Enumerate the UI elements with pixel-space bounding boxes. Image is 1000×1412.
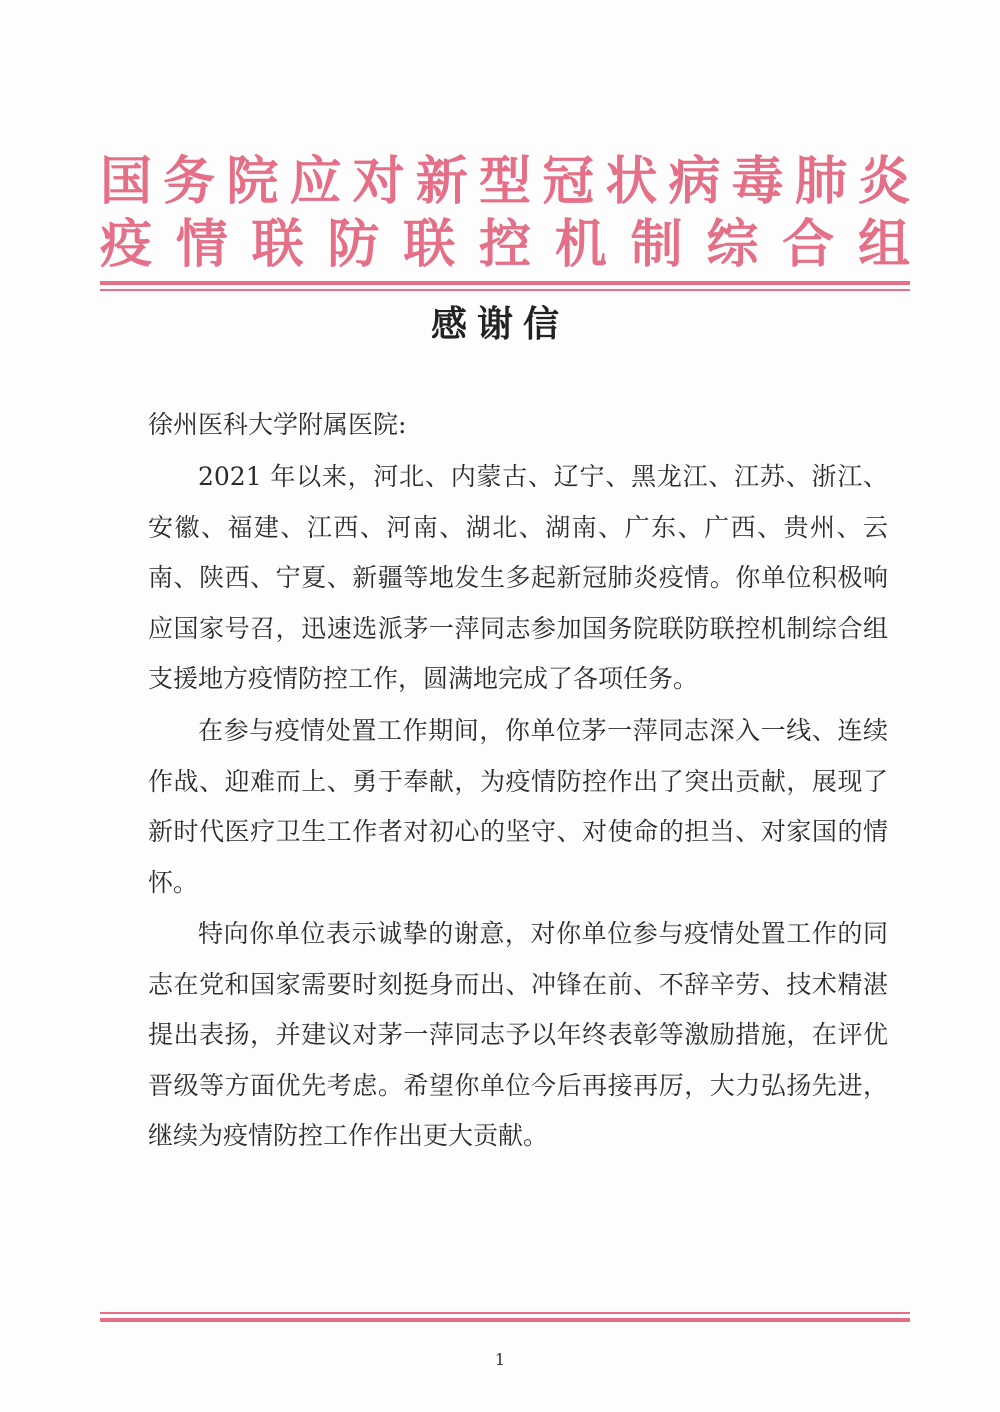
footer-rule-thin: [100, 1312, 910, 1314]
body-paragraph-3: [148, 909, 888, 1162]
document-title: 感谢信: [430, 304, 569, 345]
body-paragraph-1: [148, 452, 888, 705]
header-rule-thick: [100, 281, 910, 285]
paragraph-text: 2021 年以来，河北、内蒙古、辽宁、黑龙江、江苏、浙江、安徽、福建、江西、河南、湖北、湖南、广东、广西、贵州、云南、陕西、宁夏、新疆等地发生多起新冠肺炎疫情。你单位积极响应国家号召，迅速选派茅一萍同志参加国务院联防联控机制综合组支援地方疫情防控工作，圆满地完成了各项任务。: [148, 462, 888, 693]
masthead-line-1: 国务院应对新型冠状病毒肺炎: [100, 152, 910, 212]
paragraph-text: 在参与疫情处置工作期间，你单位茅一萍同志深入一线、连续作战、迎难而上、勇于奉献，为疫情防控作出了突出贡献，展现了新时代医疗卫生工作者对初心的坚守、对使命的担当、对家国的情怀。: [148, 716, 888, 897]
salutation: 徐州医科大学附属医院:: [148, 410, 407, 439]
body-paragraph-2: [148, 706, 888, 908]
paragraph-text: 特向你单位表示诚挚的谢意，对你单位参与疫情处置工作的同志在党和国家需要时刻挺身而出、冲锋在前、不辞辛劳、技术精湛提出表扬，并建议对茅一萍同志予以年终表彰等激励措施，在评优晋级等方面优先考虑。希望你单位今后再接再厉，大力弘扬先进，继续为疫情防控工作作出更大贡献。: [148, 919, 888, 1150]
masthead-line-2: 疫情联防联控机制综合组: [100, 215, 910, 275]
footer-rule-thick: [100, 1318, 910, 1322]
header-rule-thin: [100, 289, 910, 291]
page-number: 1: [494, 1350, 506, 1369]
